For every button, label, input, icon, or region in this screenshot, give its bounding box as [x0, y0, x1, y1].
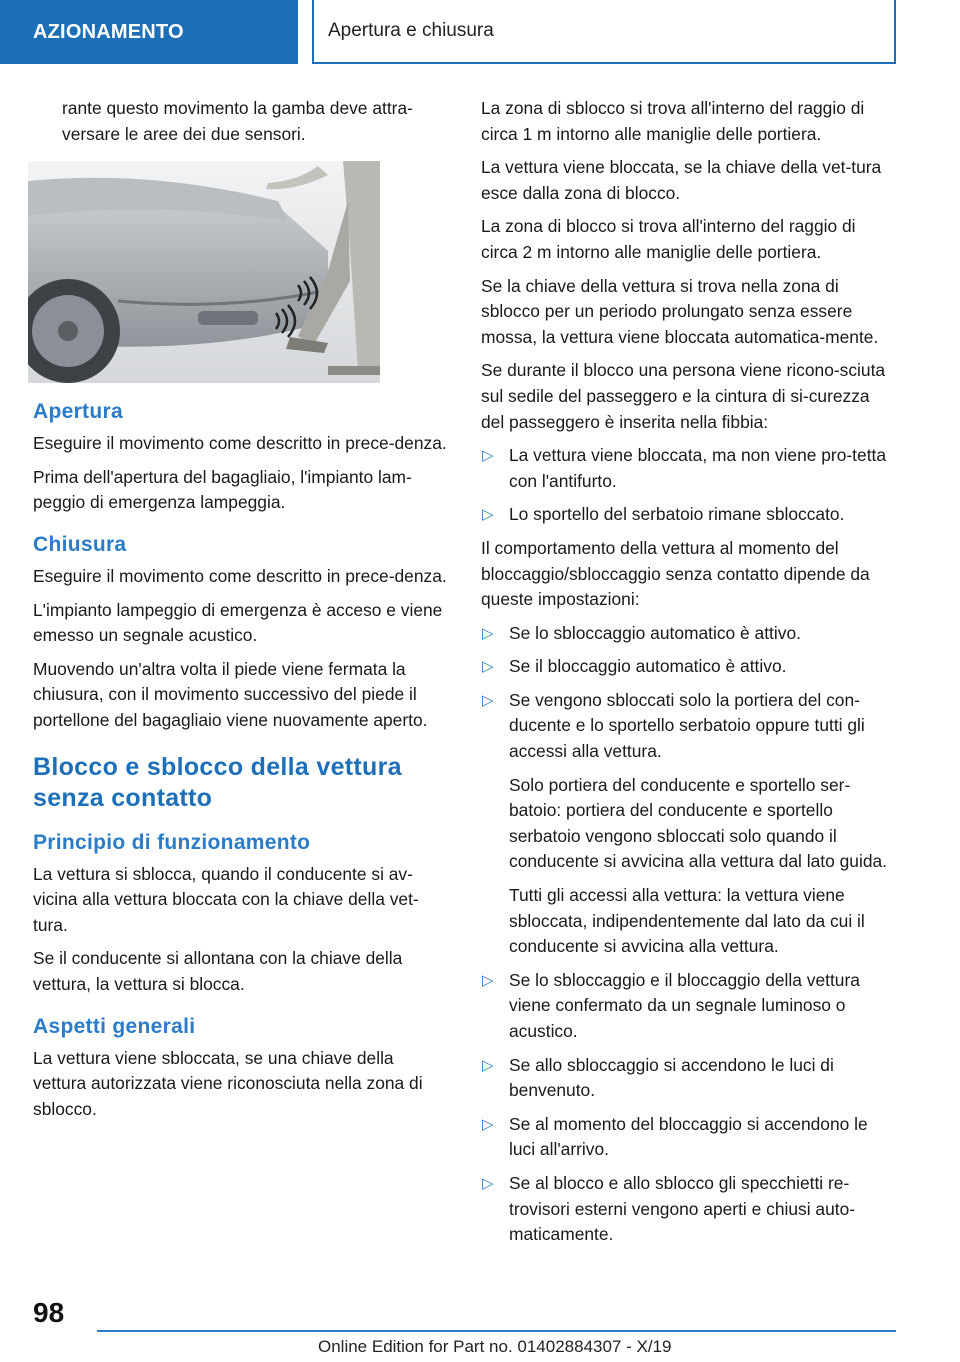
right-paragraph-3: La zona di blocco si trova all'interno del raggio di circa 2 m intorno alle maniglie delle portiera. [481, 216, 856, 262]
heading-apertura: Apertura [33, 400, 123, 424]
heading-chiusura: Chiusura [33, 532, 127, 556]
settings-list [481, 621, 896, 1248]
triangle-bullet-icon: ▷ [482, 506, 494, 524]
list-item: ▷ Se lo sbloccaggio automatico è attivo. [481, 621, 896, 647]
apertura-paragraph-1: Eseguire il movimento come descritto in prece-denza. [33, 433, 447, 454]
list-item: ▷ Se allo sbloccaggio si accendono le luci di benvenuto. [482, 1054, 834, 1101]
footer-divider [97, 1330, 896, 1332]
triangle-bullet-icon: ▷ [482, 691, 494, 709]
right-paragraph-4: Se la chiave della vettura si trova nella zona di sblocco per un periodo prolungato senza essere mossa, la vettura viene bloccata automatica-mente. [481, 275, 879, 347]
right-paragraph-2: La vettura viene bloccata, se la chiave della vet-tura esce dalla zona di blocco. [481, 157, 882, 203]
list-subparagraph: Solo portiera del conducente e sportello ser-batoio: portiera del conducente e sportello serbatoio vengono sbloccati solo quando il conducente si avvicina alla vettura dal lato guida. [509, 774, 888, 872]
page-number: 98 [33, 1297, 65, 1328]
right-paragraph-5: Se durante il blocco una persona viene ricono-sciuta sul sedile del passeggero e la cintura di si-curezza del passeggero è inserita nella fibbia: [481, 360, 886, 432]
triangle-bullet-icon: ▷ [482, 1056, 494, 1074]
heading-blocco-sblocco: Blocco e sblocco della vettura senza contatto [33, 752, 402, 812]
edition-footer: Online Edition for Part no. 01402884307 - X/19 [318, 1337, 672, 1356]
intro-paragraph: rante questo movimento la gamba deve attra-versare le aree dei due sensori. [62, 98, 413, 144]
triangle-bullet-icon: ▷ [482, 658, 494, 676]
list-item: ▷ Lo sportello del serbatoio rimane sbloccato. [481, 502, 896, 528]
principio-paragraph-2: Se il conducente si allontana con la chiave della vettura, la vettura si blocca. [33, 948, 403, 994]
apertura-paragraph-2: Prima dell'apertura del bagagliaio, l'impianto lam-peggio di emergenza lampeggia. [33, 466, 412, 513]
heading-principio: Principio di funzionamento [33, 830, 311, 854]
aspetti-paragraph-1: La vettura viene sbloccata, se una chiave della vettura autorizzata viene riconosciuta nella zona di sblocco. [33, 1047, 423, 1119]
right-column [481, 96, 896, 1256]
list-subparagraph: Tutti gli accessi alla vettura: la vettura viene sbloccata, indipendentemente dal lato da cui il conducente si avvicina alla vettura. [509, 885, 865, 957]
triangle-bullet-icon: ▷ [482, 1115, 494, 1133]
list-item: ▷ Se al momento del bloccaggio si accendono le luci all'arrivo. [482, 1113, 868, 1160]
list-item: ▷ Se al blocco e allo sblocco gli specchietti re-trovisori esterni vengono aperti e chiusi auto-maticamente. [482, 1172, 856, 1245]
chiusura-paragraph-2: L'impianto lampeggio di emergenza è acceso e viene emesso un segnale acustico. [33, 599, 443, 646]
heading-aspetti-generali: Aspetti generali [33, 1014, 196, 1038]
triangle-bullet-icon: ▷ [482, 1174, 494, 1192]
right-paragraph-1: La zona di sblocco si trova all'interno del raggio di circa 1 m intorno alle maniglie delle portiera. [481, 98, 865, 144]
car-kick-sensor-image [28, 161, 380, 383]
page-section-title: Apertura e chiusura [312, 0, 896, 64]
right-paragraph-6: Il comportamento della vettura al momento del bloccaggio/sbloccaggio senza contatto dipende da queste impostazioni: [481, 537, 870, 610]
chiusura-paragraph-3: Muovendo un'altra volta il piede viene fermata la chiusura, con il movimento successivo del piede il portellone del bagagliaio viene nuovamente aperto. [33, 658, 428, 730]
trunk-sensor-illustration [28, 161, 380, 383]
triangle-bullet-icon: ▷ [482, 624, 494, 642]
chapter-tab: AZIONAMENTO [0, 0, 298, 64]
list-item: ▷ Se vengono sbloccati solo la portiera del con-ducente e lo sportello serbatoio oppure tutti gli accessi alla vettura. Solo portiera del conducente e sportello ser-batoio: portiera del conducente e sportello serbatoio vengono sbloccati solo quando il conducente si avvicina alla vettura dal lato guida. Tutti gli accessi alla vettura: la vettura viene sbloccata, indipendentemente dal lato da cui il conducente si avvicina alla vettura. [481, 688, 896, 960]
left-column [33, 96, 448, 1130]
triangle-bullet-icon: ▷ [482, 447, 494, 465]
chiusura-paragraph-1: Eseguire il movimento come descritto in prece-denza. [33, 565, 447, 586]
list-item: ▷ La vettura viene bloccata, ma non viene pro-tetta con l'antifurto. [482, 445, 887, 491]
passenger-conditions-list [481, 443, 896, 528]
list-item: ▷ Se il bloccaggio automatico è attivo. [481, 654, 896, 680]
list-item: ▷ Se lo sbloccaggio e il bloccaggio della vettura viene confermato da un segnale luminoso o acustico. [482, 969, 860, 1041]
principio-paragraph-1: La vettura si sblocca, quando il conducente si av-vicina alla vettura bloccata con la chiave della vet-tura. [33, 863, 419, 935]
triangle-bullet-icon: ▷ [482, 971, 494, 989]
